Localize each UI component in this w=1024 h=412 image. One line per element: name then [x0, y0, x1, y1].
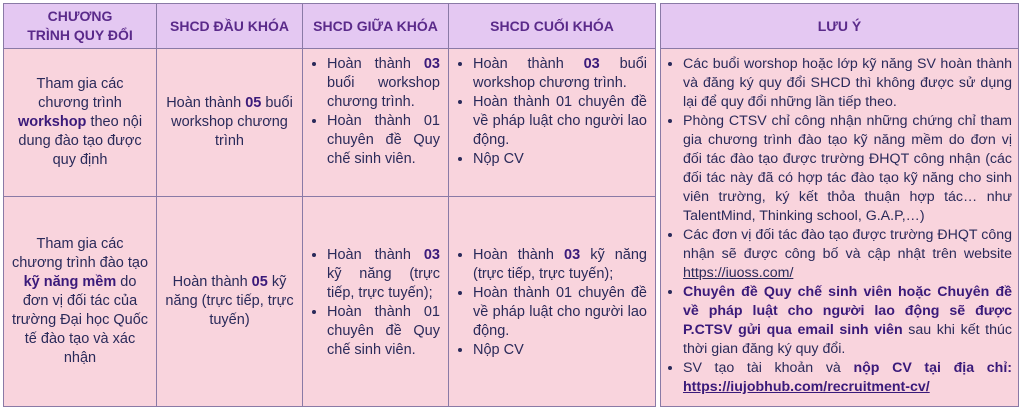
- row2-start: Hoàn thành 05 kỹ năng (trực tiếp, trực tuyến): [157, 197, 303, 407]
- iujobhub-link[interactable]: https://iujobhub.com/recruitment-cv/: [683, 379, 930, 395]
- conversion-table: [3, 3, 1019, 407]
- row1-end: [449, 49, 656, 197]
- row1-mid: [303, 49, 449, 197]
- header-program: CHƯƠNG TRÌNH QUY ĐỔI: [4, 4, 157, 49]
- list-item: • Nộp CV: [473, 341, 647, 360]
- note-item: • Các đơn vị đối tác đào tạo được trường ĐHQT công nhận sẽ được công bố và cập nhật trên website https://iuoss.com/: [683, 226, 1012, 283]
- list-item: • Hoàn thành 01 chuyên đề về pháp luật cho người lao động.: [473, 93, 647, 150]
- list-item: • Hoàn thành 01 chuyên đề Quy chế sinh viên.: [327, 303, 440, 360]
- note-item: • Phòng CTSV chỉ công nhận những chứng chỉ tham gia chương trình đào tạo kỹ năng mềm do đơn vị đối tác đào tạo được trường ĐHQT công nhận (các đối tác này đã có hợp tác đào tạo kỹ năng cho sinh viên trường, ký kết thỏa thuận hợp tác… như TalentMind, Thinking school, G.A.P,…): [683, 112, 1012, 226]
- iuoss-link[interactable]: https://iuoss.com/: [683, 265, 794, 281]
- header-row: [4, 4, 1019, 49]
- list-item: • Hoàn thành 03 kỹ năng (trực tiếp, trực tuyến);: [327, 246, 440, 303]
- note-item: • SV tạo tài khoản và nộp CV tại địa chỉ: https://iujobhub.com/recruitment-cv/: [683, 359, 1012, 397]
- note-item: • Các buổi worshop hoặc lớp kỹ năng SV hoàn thành và đăng ký quy đổi SHCD thì không được sử dụng lại để quy đổi những lần tiếp theo.: [683, 55, 1012, 112]
- header-end: SHCD CUỐI KHÓA: [449, 4, 656, 49]
- list-item: • Hoàn thành 03 buổi workshop chương trình.: [473, 55, 647, 93]
- row1-start: Hoàn thành 05 buổi workshop chương trình: [157, 49, 303, 197]
- list-item: • Hoàn thành 03 kỹ năng (trực tiếp, trực tuyến);: [473, 246, 647, 284]
- table-row: [4, 49, 1019, 197]
- row1-end-list: [453, 55, 647, 169]
- header-notes: LƯU Ý: [661, 4, 1019, 49]
- list-item: • Hoàn thành 03 buổi workshop chương trình.: [327, 55, 440, 112]
- list-item: • Hoàn thành 01 chuyên đề về pháp luật cho người lao động.: [473, 284, 647, 341]
- notes-list: [663, 55, 1012, 397]
- list-item: • Nộp CV: [473, 150, 647, 169]
- row2-end: [449, 197, 656, 407]
- row2-mid: [303, 197, 449, 407]
- note-item: • Chuyên đề Quy chế sinh viên hoặc Chuyên đề về pháp luật cho người lao động sẽ được P.CTSV gửi qua email sinh viên sau khi kết thúc thời gian đăng ký quy đổi.: [683, 283, 1012, 359]
- header-mid: SHCD GIỮA KHÓA: [303, 4, 449, 49]
- row2-program: Tham gia các chương trình đào tạo kỹ năng mềm do đơn vị đối tác của trường Đại học Quốc tế đào tạo và xác nhận: [4, 197, 157, 407]
- row1-program: Tham gia các chương trình workshop theo nội dung đào tạo được quy định: [4, 49, 157, 197]
- header-start: SHCD ĐẦU KHÓA: [157, 4, 303, 49]
- list-item: • Hoàn thành 01 chuyên đề Quy chế sinh viên.: [327, 112, 440, 169]
- row2-mid-list: [307, 246, 440, 360]
- notes-cell: [661, 49, 1019, 407]
- row1-mid-list: [307, 55, 440, 169]
- row2-end-list: [453, 246, 647, 360]
